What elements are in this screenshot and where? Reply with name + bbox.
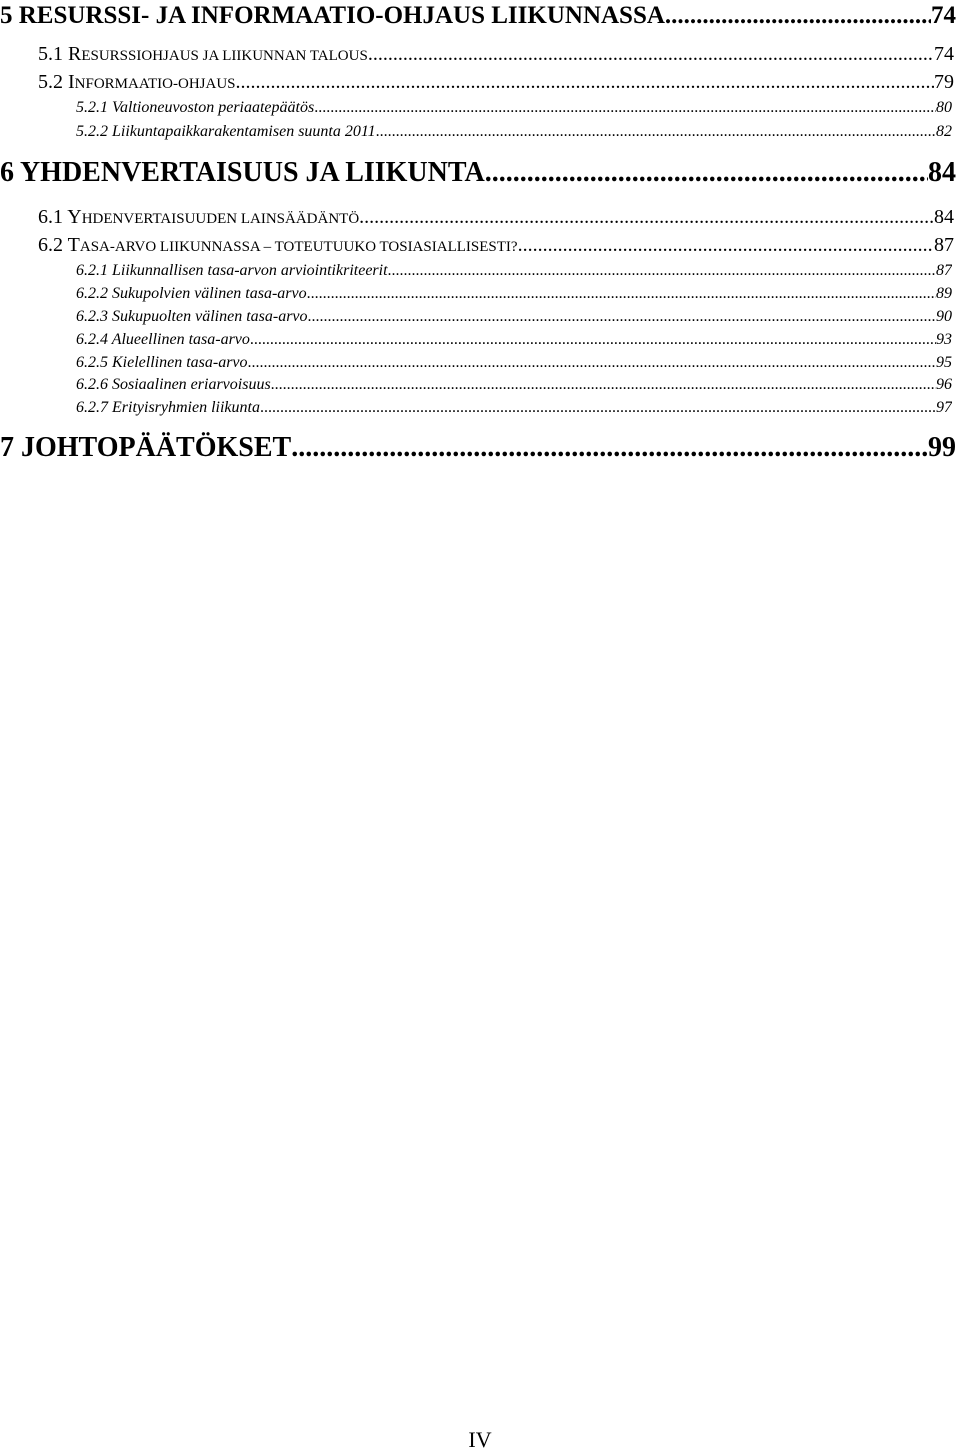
toc-entry-chapter-7[interactable] [0, 432, 956, 464]
toc-entry-page: 93 [936, 331, 952, 348]
toc-entry-label: 6 YHDENVERTAISUUS JA LIIKUNTA [0, 157, 485, 188]
toc-entry-page: 84 [928, 157, 956, 188]
toc-entry-section-6-2[interactable] [38, 233, 954, 257]
toc-entry-subsection-5-2-2[interactable] [76, 122, 952, 142]
toc-entry-page: 74 [934, 43, 954, 65]
toc-entry-subsection-6-2-2[interactable] [76, 284, 952, 304]
toc-entry-label: 6.2.3 Sukupuolten välinen tasa-arvo [76, 308, 308, 325]
toc-entry-page: 82 [936, 123, 952, 140]
toc-leader-dots [314, 98, 936, 118]
toc-entry-label: 6.2.2 Sukupolvien välinen tasa-arvo [76, 285, 307, 302]
toc-entry-page: 74 [931, 2, 956, 29]
toc-entry-page: 96 [936, 376, 952, 393]
toc-entry-section-5-2[interactable] [38, 70, 954, 94]
toc-entry-subsection-6-2-3[interactable] [76, 307, 952, 327]
toc-leader-dots [250, 330, 936, 350]
toc-entry-label: 5.2 INFORMAATIO-OHJAUS [38, 71, 236, 93]
toc-leader-dots [271, 375, 936, 395]
toc-entry-subsection-6-2-5[interactable] [76, 353, 952, 373]
toc-entry-label: 5 RESURSSI- JA INFORMAATIO-OHJAUS LIIKUNNASSA [0, 2, 665, 29]
toc-entry-page: 87 [934, 234, 954, 256]
toc-entry-label: 5.1 RESURSSIOHJAUS JA LIIKUNNAN TALOUS [38, 43, 368, 65]
toc-leader-dots [485, 157, 928, 189]
toc-leader-dots [359, 205, 934, 229]
toc-entry-chapter-6[interactable] [0, 157, 956, 189]
toc-entry-chapter-5[interactable] [0, 0, 956, 32]
toc-entry-label: 6.2 TASA-ARVO LIIKUNNASSA – TOTEUTUUKO TOSIASIALLISESTI? [38, 234, 518, 256]
toc-entry-label: 6.2.1 Liikunnallisen tasa-arvon arviointikriteerit [76, 262, 388, 279]
toc-entry-subsection-6-2-1[interactable] [76, 261, 952, 281]
toc-entry-page: 87 [936, 262, 952, 279]
page-number: IV [468, 1427, 492, 1452]
toc-leader-dots [368, 42, 934, 66]
toc-entry-label: 6.2.4 Alueellinen tasa-arvo [76, 331, 250, 348]
toc-entry-label: 7 JOHTOPÄÄTÖKSET [0, 432, 292, 463]
toc-entry-page: 95 [936, 354, 952, 371]
toc-leader-dots [260, 398, 936, 418]
toc-entry-page: 89 [936, 285, 952, 302]
toc-entry-label: 6.2.7 Erityisryhmien liikunta [76, 399, 260, 416]
toc-entry-page: 97 [936, 399, 952, 416]
toc-entry-subsection-6-2-4[interactable] [76, 330, 952, 350]
toc-entry-label: 6.1 YHDENVERTAISUUDEN LAINSÄÄDÄNTÖ [38, 206, 360, 228]
toc-leader-dots [388, 261, 936, 281]
toc-leader-dots [308, 307, 936, 327]
toc-entry-page: 99 [928, 432, 956, 463]
toc-entry-page: 84 [934, 206, 954, 228]
toc-entry-label: 5.2.2 Liikuntapaikkarakentamisen suunta 2011 [76, 123, 376, 140]
toc-entry-subsection-5-2-1[interactable] [76, 98, 952, 118]
toc-entry-label: 5.2.1 Valtioneuvoston periaatepäätös [76, 99, 315, 116]
toc-entry-section-5-1[interactable] [38, 42, 954, 66]
toc-entry-label: 6.2.5 Kielellinen tasa-arvo [76, 354, 248, 371]
toc-entry-page: 90 [936, 308, 952, 325]
toc-leader-dots [236, 70, 934, 94]
toc-entry-subsection-6-2-7[interactable] [76, 398, 952, 418]
toc-leader-dots [518, 233, 934, 257]
toc-entry-label: 6.2.6 Sosiaalinen eriarvoisuus [76, 376, 271, 393]
toc-leader-dots [376, 122, 936, 142]
toc-entry-subsection-6-2-6[interactable] [76, 375, 952, 395]
toc-entry-section-6-1[interactable] [38, 205, 954, 229]
toc-leader-dots [665, 0, 931, 32]
toc-leader-dots [307, 284, 936, 304]
toc-entry-page: 79 [934, 71, 954, 93]
toc-leader-dots [291, 432, 928, 464]
toc-entry-page: 80 [936, 99, 952, 116]
toc-leader-dots [248, 353, 936, 373]
